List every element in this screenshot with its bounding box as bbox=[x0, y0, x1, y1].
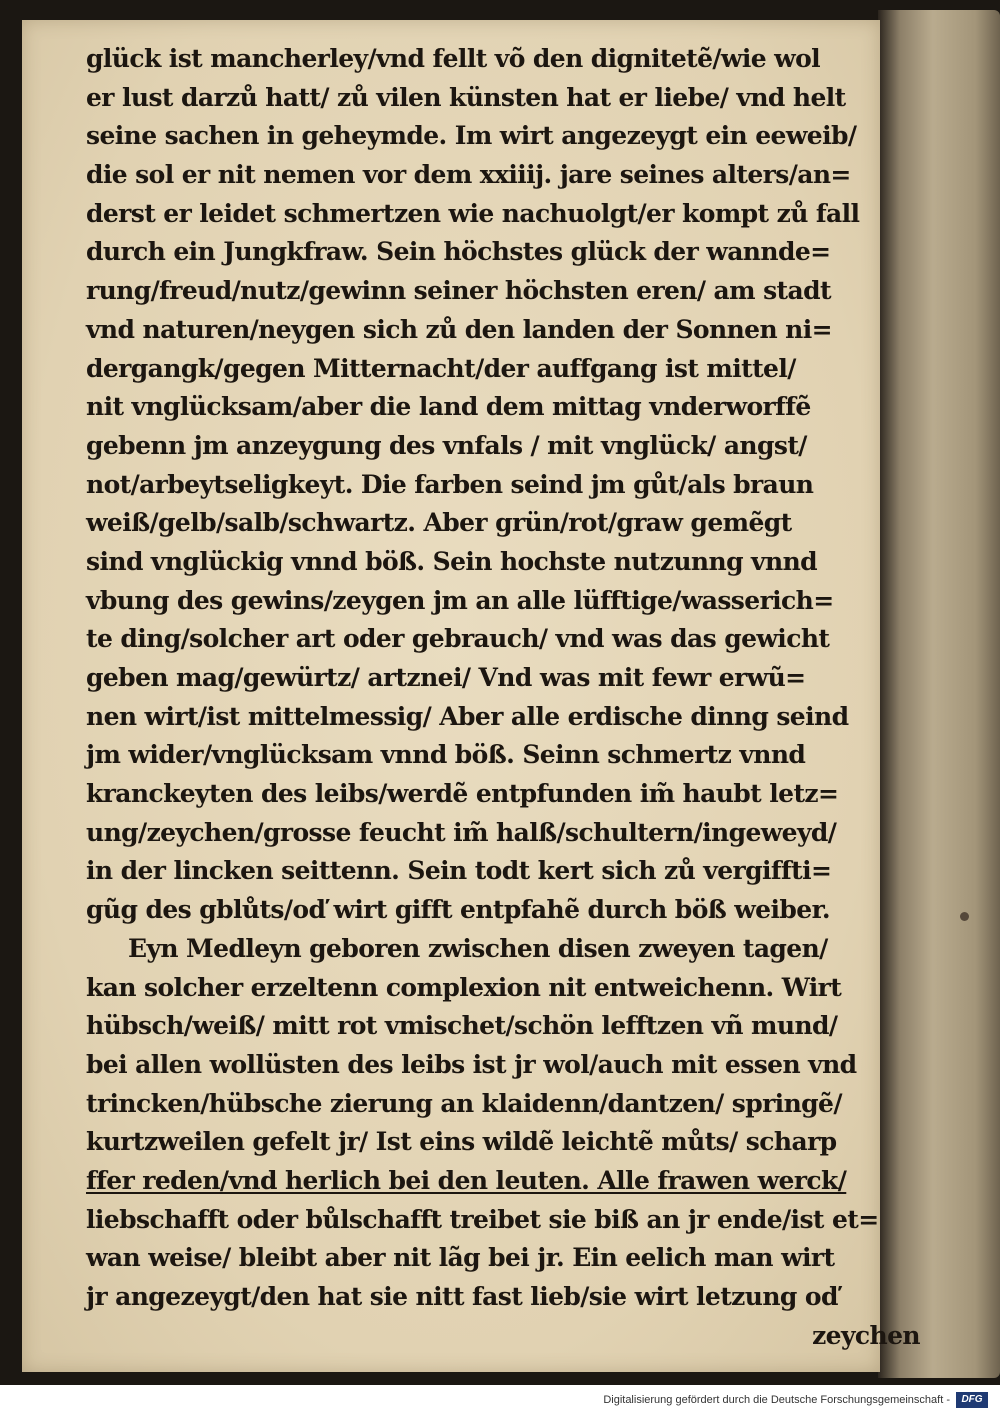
text-line: not/arbeytseligkeyt. Die farben seind jm gůt/als braun bbox=[86, 469, 814, 499]
catchword: zeychen bbox=[812, 1320, 920, 1350]
text-line: hübsch/weiß/ mitt rot vmischet/schön lefftzen vñ mund/ bbox=[86, 1011, 838, 1041]
text-line: gebenn jm anzeygung des vnfals / mit vnglück/ angst/ bbox=[86, 430, 807, 460]
text-line: sind vnglückig vnnd böß. Sein hochste nutzunng vnnd bbox=[86, 546, 818, 576]
text-line: vbung des gewins/zeygen jm an alle lüfftige/wasserich= bbox=[86, 585, 834, 615]
text-block bbox=[86, 40, 920, 1355]
text-line: derst er leidet schmertzen wie nachuolgt/er kompt zů fall bbox=[86, 198, 860, 228]
text-line: seine sachen in geheymde. Im wirt angezeygt ein eeweib/ bbox=[86, 121, 857, 151]
text-line: gũg des gblůts/oď wirt gifft entpfahẽ durch böß weiber. bbox=[86, 895, 830, 925]
paragraph-start-line: Eyn Medleyn geboren zwischen disen zweyen tagen/ bbox=[128, 933, 828, 963]
text-line: kan solcher erzeltenn complexion nit entweichenn. Wirt bbox=[86, 972, 842, 1002]
footer-credit: Digitalisierung gefördert durch die Deutsche Forschungsgemeinschaft - bbox=[603, 1394, 950, 1406]
text-line: trincken/hübsche zierung an klaidenn/dantzen/ springẽ/ bbox=[86, 1088, 842, 1118]
text-line: wan weise/ bleibt aber nit lãg bei jr. Ein eelich man wirt bbox=[86, 1243, 835, 1273]
text-line: ung/zeychen/grosse feucht im̃ halß/schultern/ingeweyd/ bbox=[86, 817, 837, 847]
text-line: die sol er nit nemen vor dem xxiiij. jare seines alters/an= bbox=[86, 160, 851, 190]
text-line: vnd naturen/neygen sich zů den landen der Sonnen ni= bbox=[86, 314, 832, 344]
text-line: rung/freud/nutz/gewinn seiner höchsten eren/ am stadt bbox=[86, 276, 831, 306]
underlined-text-line: ffer reden/vnd herlich bei den leuten. Alle frawen werck/ bbox=[86, 1165, 847, 1195]
text-line: nit vnglücksam/aber die land dem mittag vnderworffẽ bbox=[86, 392, 811, 422]
footer-bar bbox=[0, 1385, 1000, 1417]
text-line: geben mag/gewürtz/ artznei/ Vnd was mit fewr erwũ= bbox=[86, 663, 806, 692]
text-line: jr angezeygt/den hat sie nitt fast lieb/sie wirt letzung oď bbox=[86, 1282, 838, 1311]
text-line: te ding/solcher art oder gebrauch/ vnd was das gewicht bbox=[86, 624, 830, 654]
text-line: kurtzweilen gefelt jr/ Ist eins wildẽ leichtẽ můts/ scharp bbox=[86, 1127, 837, 1157]
text-line: durch ein Jungkfraw. Sein höchstes glück der wannde= bbox=[86, 237, 831, 267]
text-line: in der lincken seittenn. Sein todt kert sich zů vergiffti= bbox=[86, 856, 832, 886]
text-line: nen wirt/ist mittelmessig/ Aber alle erdische dinng seind bbox=[86, 701, 849, 731]
text-line: weiß/gelb/salb/schwartz. Aber grün/rot/graw gemẽgt bbox=[86, 508, 792, 538]
text-line: jm wider/vnglücksam vnnd böß. Seinn schmertz vnnd bbox=[86, 740, 806, 770]
text-line: kranckeyten des leibs/werdẽ entpfunden im̃ haubt letz= bbox=[86, 779, 839, 809]
dfg-logo: DFG bbox=[956, 1392, 988, 1408]
text-line: dergangk/gegen Mitternacht/der auffgang ist mittel/ bbox=[86, 353, 796, 383]
text-line: liebschafft oder bůlschafft treibet sie biß an jr ende/ist et= bbox=[86, 1204, 879, 1234]
text-line: er lust darzů hatt/ zů vilen künsten hat er liebe/ vnd helt bbox=[86, 82, 846, 112]
text-line: glück ist mancherley/vnd fellt võ den dignitetẽ/wie wol bbox=[86, 44, 821, 73]
text-line: bei allen wollüsten des leibs ist jr wol/auch mit essen vnd bbox=[86, 1049, 857, 1079]
ink-spot bbox=[960, 912, 969, 921]
